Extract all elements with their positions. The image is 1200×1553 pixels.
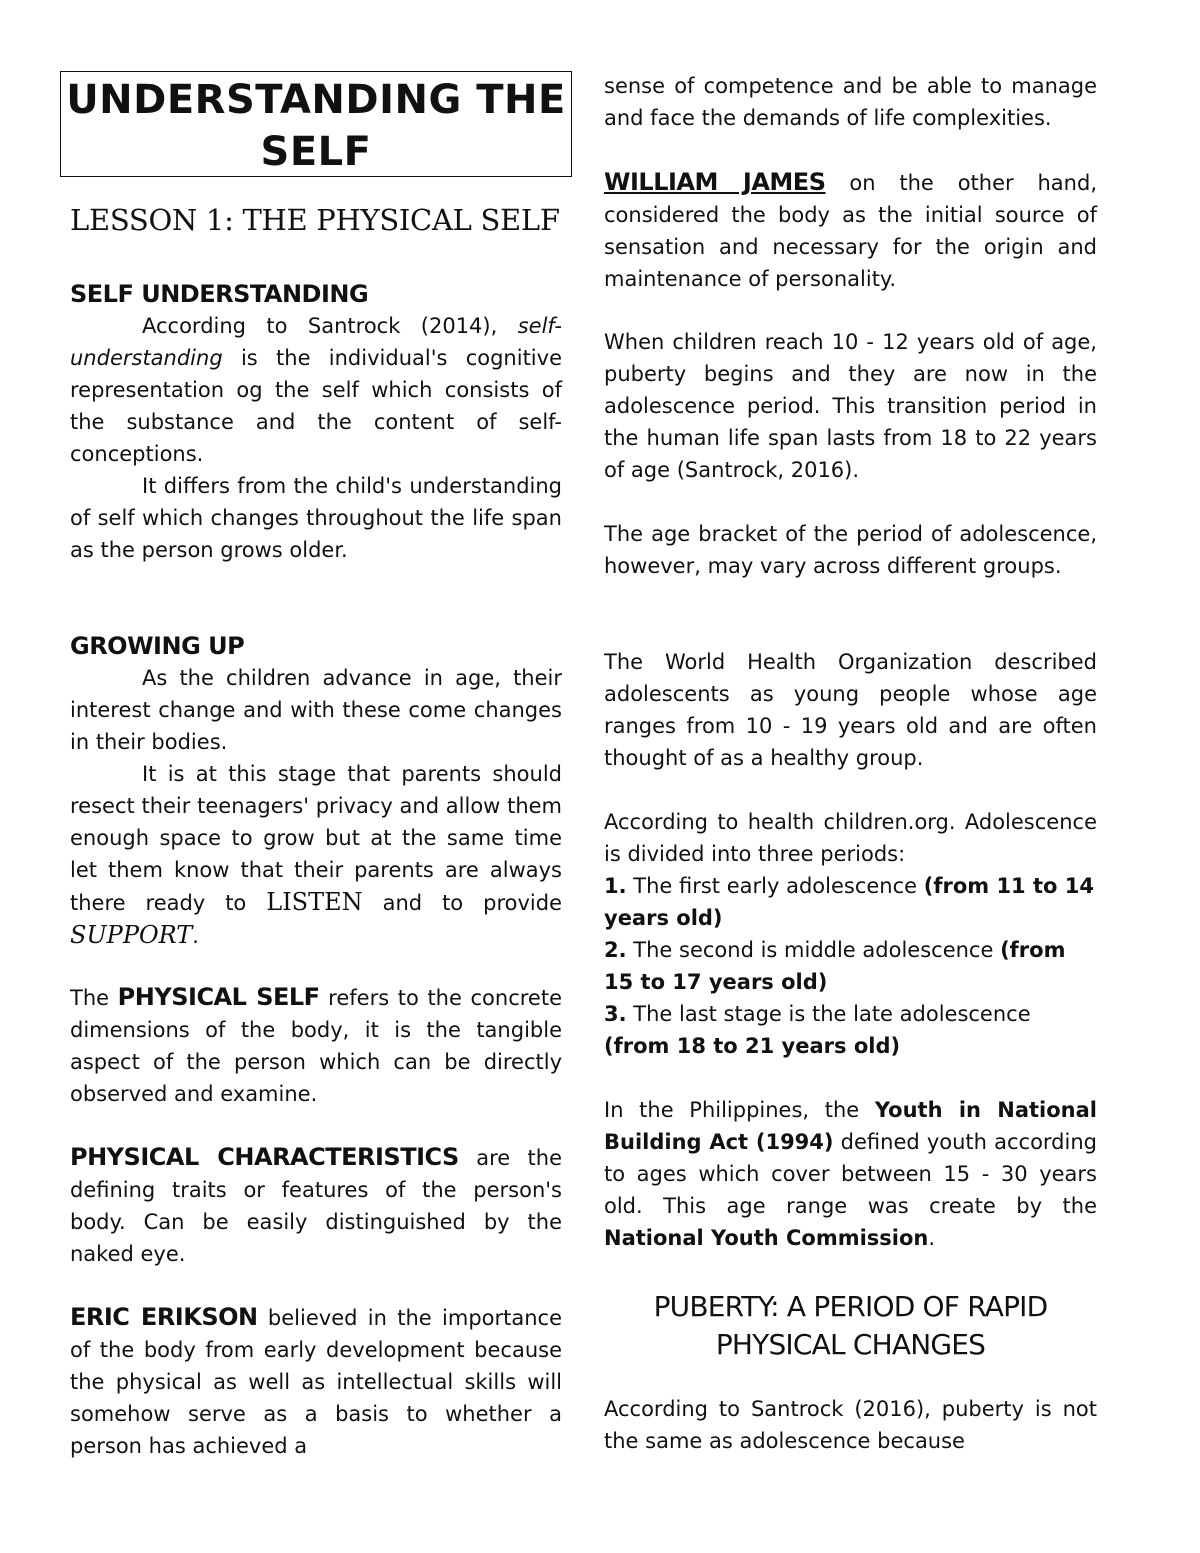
list-number: 3. bbox=[604, 1002, 627, 1026]
physical-characteristics-term: PHYSICAL CHARACTERISTICS bbox=[70, 1143, 459, 1171]
text-run: It is at this stage that parents should resect their teenagers' privacy and allow them enough space to grow but at the same time let them know that their parents are always there ready to bbox=[70, 762, 562, 915]
text-run: and to provide bbox=[362, 891, 562, 915]
period-range: (from 15 to 17 years old) bbox=[604, 938, 1066, 994]
youth-act-name: Youth in National Building Act (1994) bbox=[604, 1098, 1097, 1154]
text-run: The second is middle adolescence bbox=[626, 938, 1001, 962]
growing-up-section bbox=[70, 630, 562, 952]
puberty-paragraph: According to Santrock (2016), puberty is not the same as adolescence because bbox=[604, 1397, 1097, 1453]
text-run: is the individual's cognitive representation og the self which consists of the substance and the content of self-conceptions. bbox=[70, 346, 562, 466]
philippines-paragraph bbox=[604, 1094, 1097, 1254]
document-title: UNDERSTANDING THE SELF bbox=[66, 77, 566, 175]
puberty-heading: PUBERTY: A PERIOD OF RAPID PHYSICAL CHANGES bbox=[653, 1290, 1048, 1361]
text-run: In the Philippines, the bbox=[604, 1098, 875, 1122]
age-bracket-paragraph: The age bracket of the period of adolescence, however, may vary across different groups. bbox=[604, 522, 1097, 578]
william-james-paragraph bbox=[604, 166, 1097, 295]
growing-up-paragraph-2 bbox=[70, 758, 562, 952]
text-run: on the other hand, considered the body as the initial source of sensation and necessary for the origin and maintenance of personality. bbox=[604, 171, 1097, 291]
adolescence-periods bbox=[604, 806, 1097, 1062]
text-run: The first early adolescence bbox=[626, 874, 924, 898]
period-range: (from 18 to 21 years old) bbox=[604, 1034, 901, 1058]
puberty-age-paragraph: When children reach 10 - 12 years old of age, puberty begins and they are now in the adolescence period. This transition period in the human life span lasts from 18 to 22 years of age (Santrock, 2016). bbox=[604, 330, 1097, 482]
period-item-2 bbox=[604, 934, 1097, 998]
physical-self-term: PHYSICAL SELF bbox=[117, 983, 320, 1011]
list-number: 1. bbox=[604, 874, 627, 898]
growing-up-heading: GROWING UP bbox=[70, 632, 245, 660]
period-item-1 bbox=[604, 870, 1097, 934]
self-understanding-section bbox=[70, 278, 562, 566]
erikson-name: ERIC ERIKSON bbox=[70, 1303, 258, 1331]
lesson-title: LESSON 1: THE PHYSICAL SELF bbox=[70, 203, 560, 237]
text-run: . bbox=[192, 924, 199, 948]
physical-characteristics-paragraph bbox=[70, 1141, 562, 1270]
self-understanding-heading: SELF UNDERSTANDING bbox=[70, 280, 369, 308]
self-understanding-term: self-understanding bbox=[70, 314, 562, 370]
text-run: The last stage is the late adolescence bbox=[626, 1002, 1031, 1026]
text-run: The bbox=[70, 986, 118, 1010]
physical-self-paragraph bbox=[70, 981, 562, 1110]
period-range: (from 11 to 14 years old) bbox=[604, 874, 1094, 930]
erikson-paragraph bbox=[70, 1301, 562, 1462]
periods-intro: According to health children.org. Adolescence is divided into three periods: bbox=[604, 810, 1097, 866]
list-number: 2. bbox=[604, 938, 627, 962]
text-run: defined youth according to ages which cover between 15 - 30 years old. This age range was create by the bbox=[604, 1130, 1097, 1218]
who-paragraph: The World Health Organization described adolescents as young people whose age ranges from 10 - 19 years old and are often thought of as a healthy group. bbox=[604, 650, 1097, 770]
text-run: . bbox=[928, 1226, 936, 1250]
text-run: According to Santrock (2014), bbox=[142, 314, 518, 338]
self-understanding-paragraph-1 bbox=[70, 310, 562, 470]
text-run: are the defining traits or features of the person's body. Can be easily distinguished by the naked eye. bbox=[70, 1146, 562, 1266]
support-emphasis: SUPPORT bbox=[70, 921, 193, 949]
growing-up-paragraph-1: As the children advance in age, their interest change and with these come changes in their bodies. bbox=[70, 666, 562, 754]
commission-name: National Youth Commission bbox=[604, 1226, 929, 1250]
period-item-3 bbox=[604, 998, 1097, 1062]
text-run: refers to the concrete dimensions of the body, it is the tangible aspect of the person which can be directly observed and examine. bbox=[70, 986, 562, 1106]
self-understanding-paragraph-2: It differs from the child's understanding of self which changes throughout the life span as the person grows older. bbox=[70, 474, 562, 562]
erikson-continuation: sense of competence and be able to manage and face the demands of life complexities. bbox=[604, 74, 1097, 130]
text-run: believed in the importance of the body from early development because the physical as well as intellectual skills will somehow serve as a basis to whether a person has achieved a bbox=[70, 1306, 563, 1458]
document-title-box bbox=[60, 71, 572, 177]
listen-emphasis: LISTEN bbox=[266, 888, 363, 916]
william-james-name: WILLIAM JAMES bbox=[604, 168, 826, 196]
